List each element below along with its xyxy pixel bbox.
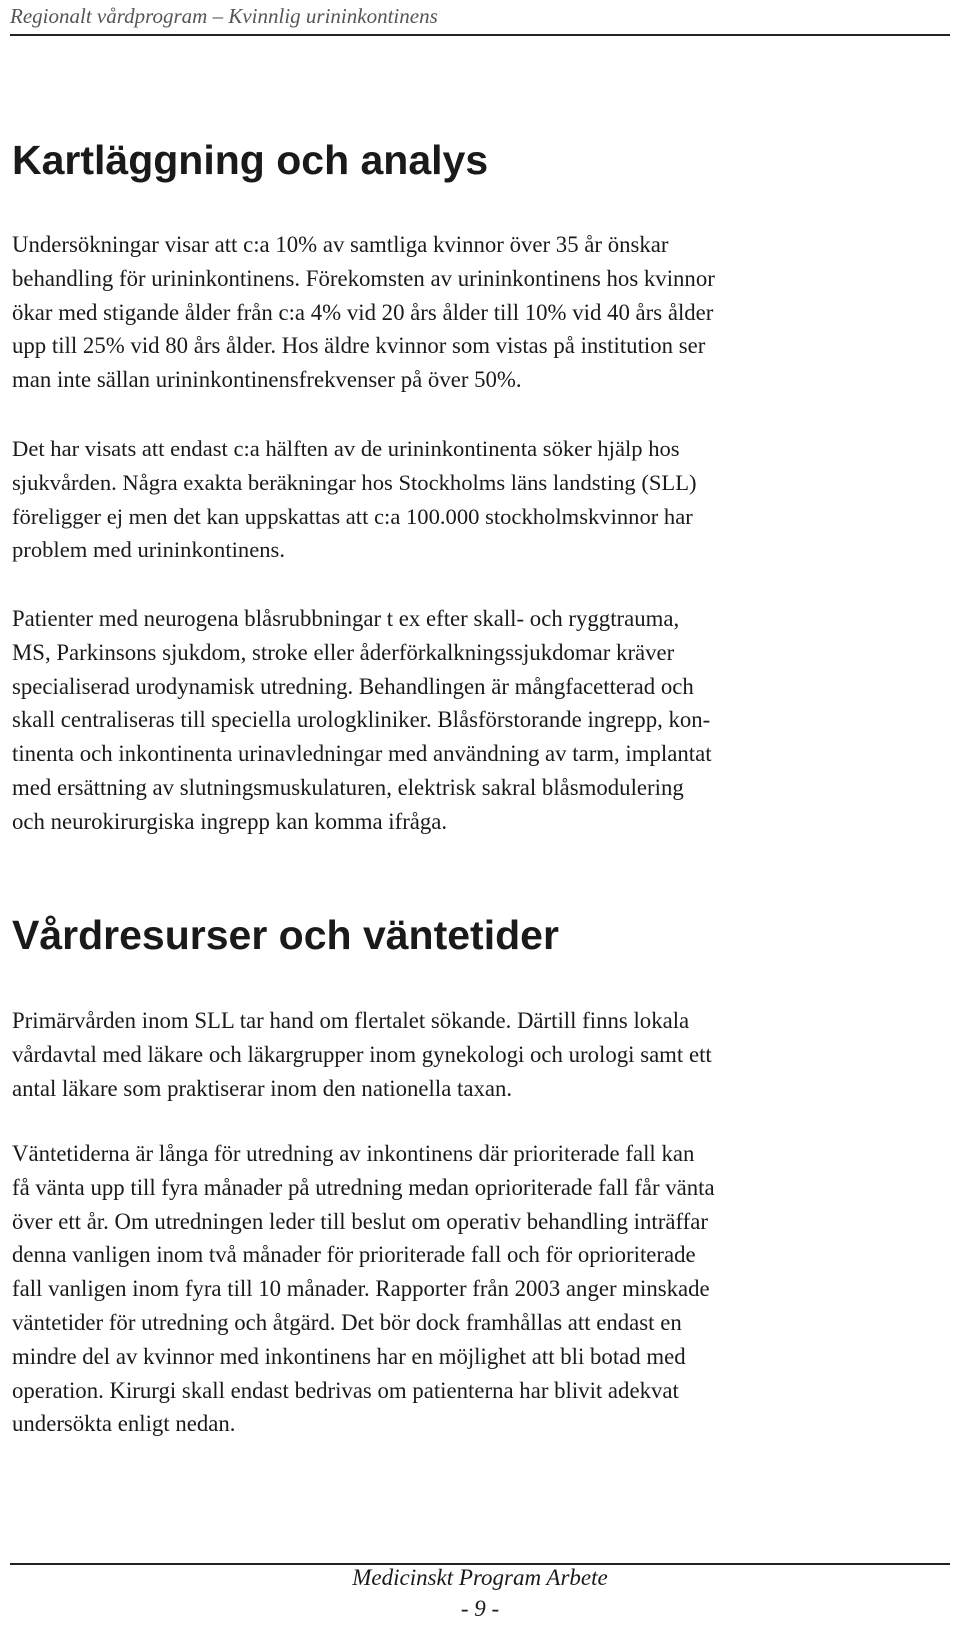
text-line: problem med urininkontinens.: [12, 537, 285, 563]
text-line: fall vanligen inom fyra till 10 månader. Rapporter från 2003 anger minskade: [12, 1276, 710, 1302]
paragraph: [12, 1137, 957, 1441]
text-line: denna vanligen inom två månader för prioriterade fall och för oprioriterade: [12, 1242, 696, 1268]
text-line: behandling för urininkontinens. Förekomsten av urininkontinens hos kvinnor: [12, 265, 715, 291]
text-line: över ett år. Om utredningen leder till beslut om operativ behandling inträffar: [12, 1208, 708, 1234]
text-line: vårdavtal med läkare och läkargrupper inom gynekologi och urologi samt ett: [12, 1041, 712, 1067]
text-line: föreligger ej men det kan uppskattas att c:a 100.000 stockholmskvinnor har: [12, 503, 693, 529]
text-line: Primärvården inom SLL tar hand om flertalet sökande. Därtill finns lokala: [12, 1008, 690, 1033]
text-line: undersökta enligt nedan.: [12, 1411, 236, 1437]
text-line: Väntetiderna är långa för utredning av inkontinens där prioriterade fall kan: [12, 1141, 695, 1166]
text-line: Patienter med neurogena blåsrubbningar t ex efter skall- och ryggtrauma,: [12, 606, 680, 631]
text-line: tinenta och inkontinenta urinavledningar med användning av tarm, implantat: [12, 741, 712, 767]
footer-title: Medicinskt Program Arbete: [352, 1565, 608, 1590]
page-number: - 9 -: [460, 1596, 500, 1621]
section-heading-kartlaggning: Kartläggning och analys: [12, 137, 489, 183]
text-line: sjukvården. Några exakta beräkningar hos Stockholms läns landsting (SLL): [12, 469, 697, 495]
section-heading-vardresurser: Vårdresurser och väntetider: [12, 912, 559, 958]
text-line: MS, Parkinsons sjukdom, stroke eller åderförkalkningssjukdomar kräver: [12, 639, 675, 665]
text-line: man inte sällan urininkontinensfrekvenser på över 50%.: [12, 367, 522, 393]
text-line: få vänta upp till fyra månader på utredning medan oprioriterade fall får vänta: [12, 1174, 715, 1200]
text-line: väntetider för utredning och åtgärd. Det bör dock framhållas att endast en: [12, 1309, 682, 1335]
text-line: och neurokirurgiska ingrepp kan komma ifråga.: [12, 808, 448, 834]
text-line: Det har visats att endast c:a hälften av de urininkontinenta söker hjälp hos: [12, 436, 680, 461]
text-line: Undersökningar visar att c:a 10% av samtliga kvinnor över 35 år önskar: [12, 232, 669, 257]
text-line: mindre del av kvinnor med inkontinens har en möjlighet att bli botad med: [12, 1343, 686, 1369]
text-line: specialiserad urodynamisk utredning. Behandlingen är mångfacetterad och: [12, 673, 694, 699]
paragraph: [12, 1004, 957, 1105]
header-rule: [10, 34, 950, 36]
page-header: Regionalt vårdprogram – Kvinnlig urininkontinens: [10, 4, 438, 28]
text-line: med ersättning av slutningsmuskulaturen, elektrisk sakral blåsmodulering: [12, 774, 684, 800]
text-line: ökar med stigande ålder från c:a 4% vid 20 års ålder till 10% vid 40 års ålder: [12, 299, 714, 325]
paragraph: [12, 228, 957, 397]
paragraph: [12, 602, 957, 839]
text-line: skall centraliseras till speciella urologkliniker. Blåsförstorande ingrepp, kon-: [12, 707, 711, 733]
text-line: antal läkare som praktiserar inom den nationella taxan.: [12, 1075, 513, 1101]
paragraph: [12, 432, 957, 567]
text-line: upp till 25% vid 80 års ålder. Hos äldre kvinnor som vistas på institution ser: [12, 333, 706, 359]
text-line: operation. Kirurgi skall endast bedrivas om patienterna har blivit adekvat: [12, 1377, 679, 1403]
